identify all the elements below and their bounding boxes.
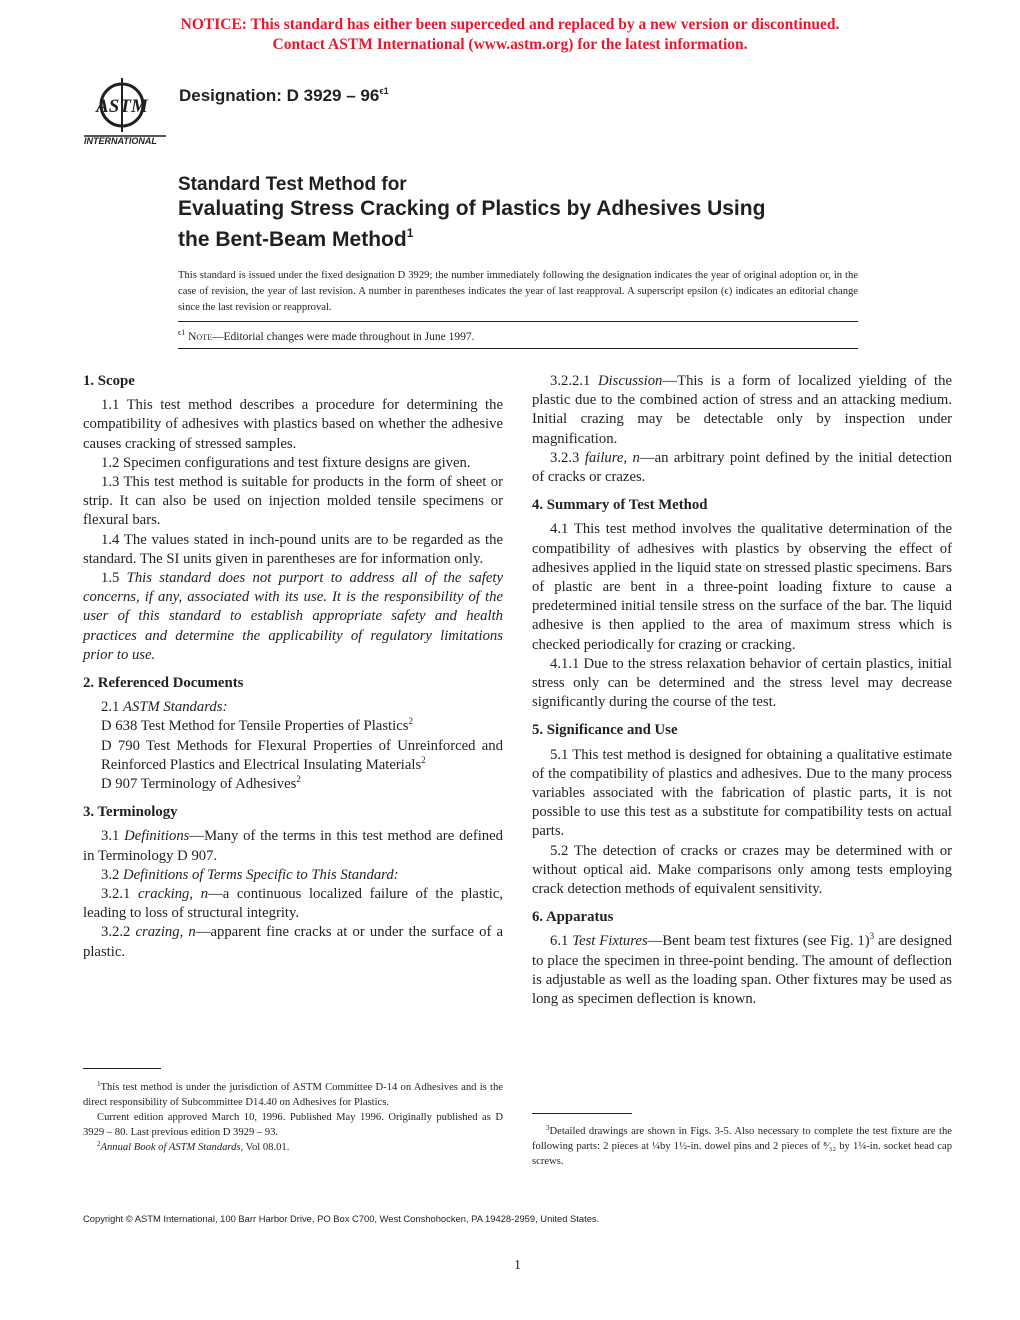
para-3-2-2-1	[532, 372, 952, 449]
para-3-2-2-term: crazing, n	[135, 924, 196, 941]
editorial-note-mark: ϵ1	[178, 328, 186, 337]
ref-d790-mark: 2	[421, 754, 426, 765]
ref-d638-text: D 638 Test Method for Tensile Properties of Plastics	[101, 718, 409, 735]
para-3-2-num: 3.2	[101, 866, 120, 883]
para-4-1: 4.1 This test method involves the qualitative determination of the compatibility of adhesives with plastics by observing the effect of adhesives applied in the liquid state on stressed plastic specimens. Bars of plastic are bent in a three-point loading fixture to cause a predetermined initial tensile stress on the surface of the bar. The liquid adhesive is then applied to the area of maximum stress which is checked periodically for crazing or cracking.	[532, 521, 952, 653]
para-3-2-2-1-text: —This is a form of localized yielding of the plastic due to the combined action of stress and an attacking medium. Initial crazing may be detectable only by inspection under magnification.	[532, 373, 952, 447]
notice-line-2: Contact ASTM International (www.astm.org) for the latest information.	[272, 36, 748, 53]
para-5-2: 5.2 The detection of cracks or crazes may be determined with or without optical aid. Make comparisons only among tests employing crack detection methods of equivalent sensitivity.	[532, 842, 952, 898]
para-1-4: 1.4 The values stated in inch-pound units are to be regarded as the standard. The SI units given in parentheses are for information only.	[83, 531, 503, 567]
right-column	[532, 372, 952, 1009]
para-3-2-1-num: 3.2.1	[101, 886, 131, 903]
para-3-2-1	[83, 885, 503, 923]
footnote-1b: Current edition approved March 10, 1996. Published May 1996. Originally published as D 3929 – 80. Last previous edition D 3929 – 93.	[83, 1112, 503, 1138]
footnote-3	[532, 1124, 952, 1169]
footnote-3-mark: 3	[546, 1124, 550, 1132]
logo-letters: ASTM	[96, 96, 148, 117]
logo-subtext: INTERNATIONAL	[84, 136, 157, 146]
section-heading-summary: 4. Summary of Test Method	[532, 497, 708, 514]
section-heading-referenced-documents: 2. Referenced Documents	[83, 675, 244, 692]
issued-statement: This standard is issued under the fixed designation D 3929; the number immediately following the designation indicates the year of original adoption or, in the case of revision, the year of last revision. A number in parentheses indicates the year of last reapproval. A superscript epsilon (ϵ) indicates an editorial change since the last revision or reapproval.	[178, 270, 858, 313]
section-heading-scope: 1. Scope	[83, 373, 135, 389]
para-6-1-term: Test Fixtures	[572, 933, 648, 950]
para-2-1	[83, 698, 503, 717]
para-3-2-2-num: 3.2.2	[101, 924, 131, 941]
section-heading-terminology: 3. Terminology	[83, 804, 178, 821]
copyright-line: Copyright © ASTM International, 100 Barr Harbor Drive, PO Box C700, West Conshohocken, PA 19428-2959, United States.	[83, 1213, 600, 1224]
left-column	[83, 372, 503, 962]
para-6-1	[532, 932, 952, 1009]
para-3-2-text: Definitions of Terms Specific to This Standard:	[123, 866, 399, 883]
designation-label: Designation: D 3929 – 96	[179, 86, 380, 105]
ref-d907	[83, 775, 503, 794]
title-lead: Standard Test Method for	[178, 174, 407, 195]
para-3-2-3-num: 3.2.3	[550, 449, 580, 466]
footnote-2-mark: 2	[97, 1140, 101, 1148]
footnote-1	[83, 1080, 503, 1110]
footnotes-left	[83, 1080, 503, 1155]
para-6-1-text-b: are designed to place the specimen in three-point bending. The amount of deflection is adjustable as well as the loading span. Other fixtures may be used as long as specimen deflection is known.	[532, 933, 953, 1008]
para-3-2-2-1-term: Discussion	[597, 373, 663, 389]
para-3-2-3-term: failure, n	[584, 449, 640, 466]
editorial-note-label: Note	[188, 330, 212, 343]
para-2-1-text: ASTM Standards:	[123, 699, 228, 716]
para-2-1-num: 2.1	[101, 699, 120, 716]
para-3-2-3	[532, 449, 952, 487]
para-3-1-term: Definitions	[124, 828, 190, 845]
para-1-5-text: This standard does not purport to address all of the safety concerns, if any, associated with its use. It is the responsibility of the user of this standard to establish appropriate safety and health practices and determine the applicability of regulatory limitations prior to use.	[83, 570, 504, 663]
para-6-1-text-a: —Bent beam test fixtures (see Fig. 1)	[647, 933, 870, 950]
page-title	[178, 196, 898, 252]
editorial-note	[178, 328, 475, 343]
title-line-1: Evaluating Stress Cracking of Plastics by Adhesives Using	[178, 197, 766, 220]
title-line-2: the Bent-Beam Method	[178, 228, 407, 251]
title-footnote-mark: 1	[406, 226, 414, 240]
para-5-1: 5.1 This test method is designed for obtaining a qualitative estimate of the compatibility of plastics and adhesives. Due to the many process variables associated with the fabrication of plastic parts, it is not possible to use this test as a substitute for compatibility tests on actual parts.	[532, 746, 952, 840]
para-1-3: 1.3 This test method is suitable for products in the form of sheet or strip. It can also be used on injection molded tensile specimens or flexural bars.	[83, 474, 503, 529]
para-3-2	[83, 866, 503, 885]
ref-d638	[83, 717, 503, 736]
para-3-2-1-term: cracking, n	[138, 886, 209, 903]
footnote-2-vol: , Vol 08.01.	[240, 1142, 290, 1153]
footnote-2	[83, 1140, 503, 1155]
divider-bottom	[178, 348, 858, 349]
para-1-2: 1.2 Specimen configurations and test fixture designs are given.	[101, 454, 471, 471]
para-1-1: 1.1 This test method describes a procedure for determining the compatibility of adhesives with plastics based on whether the adhesive causes cracking of stressed samples.	[83, 397, 503, 452]
editorial-note-text: —Editorial changes were made throughout in June 1997.	[211, 330, 475, 343]
footnote-2-title: Annual Book of ASTM Standards	[100, 1142, 241, 1153]
astm-logo	[84, 72, 174, 148]
para-3-2-2-text: —apparent fine cracks at or under the surface of a plastic.	[83, 924, 504, 960]
footnote-rule-left	[83, 1068, 161, 1069]
astm-logo-mark	[84, 72, 174, 148]
notice-banner	[0, 15, 1020, 55]
ref-d790	[83, 737, 503, 775]
footnote-1-mark: 1	[97, 1080, 101, 1088]
para-3-1	[83, 827, 503, 865]
ref-d907-mark: 2	[296, 774, 301, 785]
section-heading-significance: 5. Significance and Use	[532, 722, 678, 739]
ref-d790-text: D 790 Test Methods for Flexural Properties of Unreinforced and Reinforced Plastics and Electrical Insulating Materials	[101, 737, 503, 773]
footnote-3-text: Detailed drawings are shown in Figs. 3-5. Also necessary to complete the test fixture are the following parts: 2 pieces at ¼by 1½-in. dowel pins and 2 pieces of ⁸⁄₃₂ by 1¼-in. socket head cap screws.	[532, 1126, 952, 1167]
footnote-rule-right	[532, 1113, 632, 1114]
para-3-1-num: 3.1	[101, 828, 120, 845]
para-4-1-1: 4.1.1 Due to the stress relaxation behavior of certain plastics, initial stress only can be determined and the stress level may decrease significantly during the course of the test.	[532, 655, 952, 711]
para-3-2-3-text: —an arbitrary point defined by the initial detection of cracks or crazes.	[532, 449, 952, 486]
designation	[179, 86, 389, 106]
para-6-1-mark: 3	[869, 931, 875, 942]
para-3-2-1-text: —a continuous localized failure of the plastic, leading to loss of structural integrity.	[83, 886, 504, 922]
para-3-2-2	[83, 923, 503, 961]
designation-epsilon: ϵ1	[379, 86, 389, 96]
footnotes-right	[532, 1124, 952, 1169]
ref-d638-mark: 2	[408, 716, 413, 727]
para-6-1-num: 6.1	[550, 933, 569, 950]
footnote-1-text: This test method is under the jurisdiction of ASTM Committee D-14 on Adhesives and is the direct responsibility of Subcommittee D14.40 on Adhesives for Plastics.	[83, 1082, 503, 1108]
para-1-5	[83, 569, 503, 665]
notice-line-1: NOTICE: This standard has either been superceded and replaced by a new version or discontinued.	[180, 16, 840, 33]
ref-d907-text: D 907 Terminology of Adhesives	[101, 776, 297, 793]
page-number: 1	[514, 1258, 521, 1273]
para-1-5-num: 1.5	[101, 570, 120, 587]
section-heading-apparatus: 6. Apparatus	[532, 909, 614, 926]
para-3-2-2-1-num: 3.2.2.1	[550, 373, 591, 389]
divider-top	[178, 321, 858, 322]
para-3-1-text: —Many of the terms in this test method are defined in Terminology D 907.	[83, 828, 503, 864]
